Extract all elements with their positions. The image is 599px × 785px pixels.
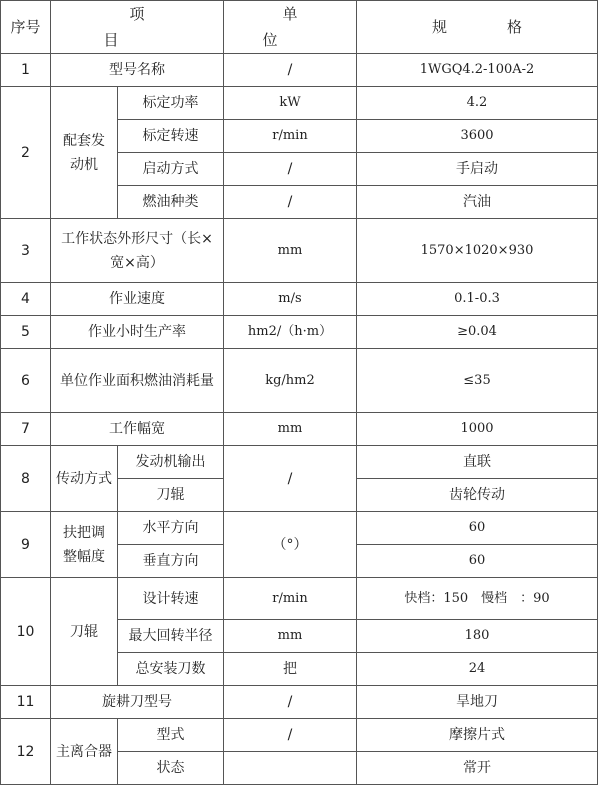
row-spec: 1000 <box>357 413 598 446</box>
row-no: 10 <box>1 578 51 686</box>
row-item: 发动机输出 <box>118 446 224 479</box>
row-unit: m/s <box>224 283 357 316</box>
row-no: 3 <box>1 219 51 283</box>
row-item: 标定功率 <box>118 87 224 120</box>
row-item: 标定转速 <box>118 120 224 153</box>
row-spec: 旱地刀 <box>357 686 598 719</box>
row-spec: 60 <box>357 545 598 578</box>
row-spec: 汽油 <box>357 186 598 219</box>
row-unit: kg/hm2 <box>224 349 357 413</box>
row-item: 水平方向 <box>118 512 224 545</box>
row-item: 设计转速 <box>118 578 224 620</box>
row-group: 传动方式 <box>51 446 118 512</box>
row-item: 型式 <box>118 719 224 752</box>
table-row <box>1 446 598 479</box>
header-spec-label: 规格 <box>431 18 582 36</box>
row-spec: 1WGQ4.2-100A-2 <box>357 54 598 87</box>
row-spec: 1570×1020×930 <box>357 219 598 283</box>
row-group: 主离合器 <box>51 719 118 785</box>
row-item: 工作状态外形尺寸（长×宽×高） <box>51 219 224 283</box>
table-row <box>1 87 598 120</box>
row-spec: 手启动 <box>357 153 598 186</box>
header-unit <box>224 1 357 54</box>
row-spec: 60 <box>357 512 598 545</box>
row-item: 燃油种类 <box>118 186 224 219</box>
table-row <box>1 512 598 545</box>
row-unit: mm <box>224 413 357 446</box>
row-item: 型号名称 <box>51 54 224 87</box>
row-spec: 常开 <box>357 752 598 785</box>
row-item: 最大回转半径 <box>118 620 224 653</box>
row-no: 9 <box>1 512 51 578</box>
row-item: 启动方式 <box>118 153 224 186</box>
row-no: 1 <box>1 54 51 87</box>
row-no: 12 <box>1 719 51 785</box>
row-item: 刀辊 <box>118 479 224 512</box>
row-unit: hm2/（h·m） <box>224 316 357 349</box>
header-unit-label: 单位 <box>262 5 338 49</box>
table-row <box>1 686 598 719</box>
row-unit: / <box>224 186 357 219</box>
row-spec: ≤35 <box>357 349 598 413</box>
row-item: 作业小时生产率 <box>51 316 224 349</box>
table-row <box>1 578 598 620</box>
row-spec: 直联 <box>357 446 598 479</box>
row-spec: 24 <box>357 653 598 686</box>
row-spec: 快档：150 慢档 ：90 <box>357 578 598 620</box>
header-item <box>51 1 224 54</box>
header-no: 序号 <box>1 1 51 54</box>
header-spec <box>357 1 598 54</box>
row-no: 11 <box>1 686 51 719</box>
row-unit: 把 <box>224 653 357 686</box>
row-spec: 180 <box>357 620 598 653</box>
row-unit: r/min <box>224 120 357 153</box>
row-unit: / <box>224 719 357 752</box>
table-row <box>1 219 598 283</box>
row-item: 垂直方向 <box>118 545 224 578</box>
row-spec: 0.1-0.3 <box>357 283 598 316</box>
row-item: 旋耕刀型号 <box>51 686 224 719</box>
row-unit: / <box>224 446 357 512</box>
row-item: 状态 <box>118 752 224 785</box>
row-spec: ≥0.04 <box>357 316 598 349</box>
row-no: 5 <box>1 316 51 349</box>
row-group: 刀辊 <box>51 578 118 686</box>
row-group: 配套发动机 <box>51 87 118 219</box>
table-header-row <box>1 1 598 54</box>
row-item: 作业速度 <box>51 283 224 316</box>
row-unit: / <box>224 686 357 719</box>
row-item: 单位作业面积燃油消耗量 <box>51 349 224 413</box>
row-spec: 摩擦片式 <box>357 719 598 752</box>
row-unit: mm <box>224 219 357 283</box>
row-unit: r/min <box>224 578 357 620</box>
row-unit: （°） <box>224 512 357 578</box>
row-no: 6 <box>1 349 51 413</box>
row-group: 扶把调整幅度 <box>51 512 118 578</box>
header-item-label: 项目 <box>103 5 197 49</box>
table-row <box>1 349 598 413</box>
table-row <box>1 413 598 446</box>
row-no: 4 <box>1 283 51 316</box>
row-unit: / <box>224 54 357 87</box>
table-row <box>1 316 598 349</box>
row-unit: / <box>224 153 357 186</box>
table-row <box>1 283 598 316</box>
row-unit: mm <box>224 620 357 653</box>
row-unit <box>224 752 357 785</box>
row-spec: 齿轮传动 <box>357 479 598 512</box>
table-row <box>1 719 598 752</box>
row-spec: 4.2 <box>357 87 598 120</box>
row-unit: kW <box>224 87 357 120</box>
row-no: 7 <box>1 413 51 446</box>
row-no: 2 <box>1 87 51 219</box>
row-no: 8 <box>1 446 51 512</box>
table-row <box>1 54 598 87</box>
row-item: 工作幅宽 <box>51 413 224 446</box>
row-spec: 3600 <box>357 120 598 153</box>
row-item: 总安装刀数 <box>118 653 224 686</box>
